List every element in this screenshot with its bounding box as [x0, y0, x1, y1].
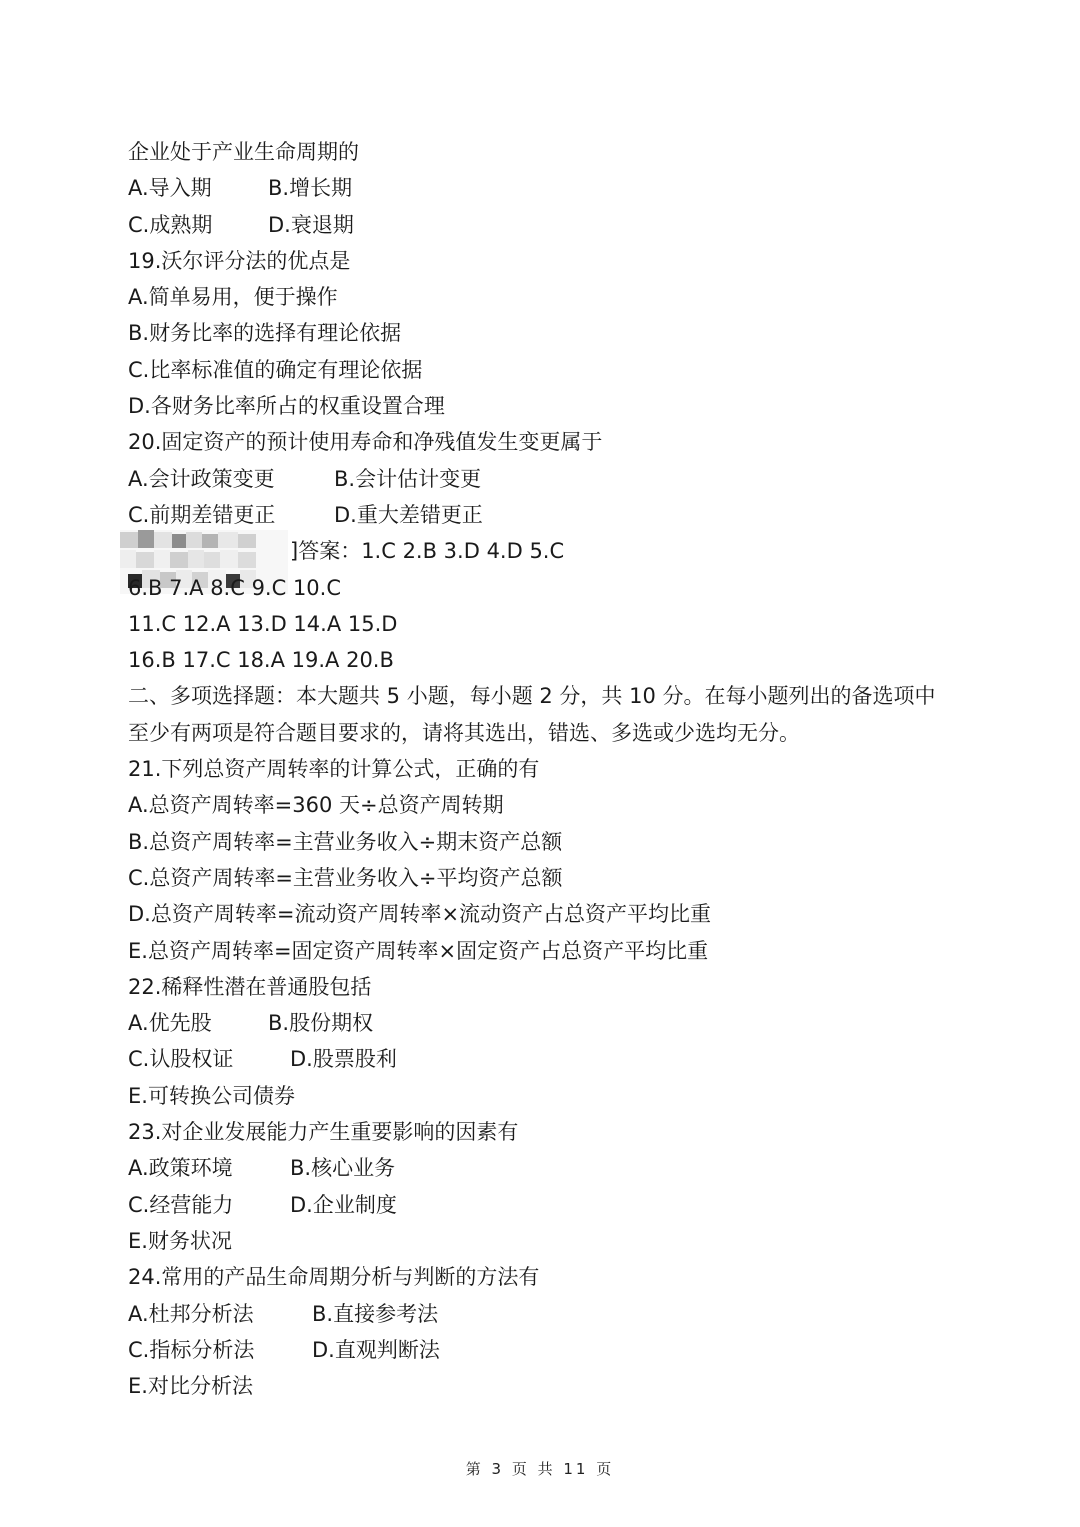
- answer-key-text: ]答案：1.C 2.B 3.D 4.D 5.C: [290, 539, 565, 564]
- option-text: C.前期差错更正: [128, 502, 276, 527]
- option-text: C.指标分析法: [128, 1337, 255, 1362]
- option-row: [128, 1150, 988, 1186]
- text-line: C.比率标准值的确定有理论依据: [128, 357, 423, 382]
- text-line: 6.B 7.A 8.C 9.C 10.C: [128, 575, 342, 600]
- option-row: [128, 1296, 988, 1332]
- text-line: 企业处于产业生命周期的: [128, 140, 359, 164]
- text-line: 21.下列总资产周转率的计算公式，正确的有: [128, 757, 540, 782]
- option-text: B.股份期权: [268, 1011, 374, 1036]
- text-line: B.财务比率的选择有理论依据: [128, 321, 402, 346]
- answer-line: [128, 533, 988, 569]
- text-line: A.简单易用，便于操作: [128, 285, 338, 310]
- text-line: B.总资产周转率=主营业务收入÷期末资产总额: [128, 829, 563, 854]
- text-line: 11.C 12.A 13.D 14.A 15.D: [128, 611, 398, 636]
- option-row: [128, 461, 988, 497]
- text-line: D.总资产周转率=流动资产周转率×流动资产占总资产平均比重: [128, 902, 712, 927]
- option-row: [128, 1041, 988, 1077]
- option-text: C.成熟期: [128, 212, 213, 237]
- text-line: E.财务状况: [128, 1228, 232, 1253]
- text-line: 19.沃尔评分法的优点是: [128, 248, 351, 273]
- text-line: E.可转换公司债券: [128, 1083, 295, 1108]
- option-text: A.优先股: [128, 1011, 212, 1036]
- option-row: [128, 170, 988, 206]
- option-text: B.直接参考法: [312, 1301, 439, 1326]
- option-text: C.经营能力: [128, 1192, 234, 1217]
- option-row: [128, 1332, 988, 1368]
- text-line: 20.固定资产的预计使用寿命和净残值发生变更属于: [128, 430, 603, 455]
- option-text: D.企业制度: [290, 1192, 397, 1217]
- text-line: C.总资产周转率=主营业务收入÷平均资产总额: [128, 865, 563, 890]
- option-text: B.增长期: [268, 176, 353, 201]
- text-line: E.对比分析法: [128, 1374, 253, 1399]
- text-line: 22.稀释性潜在普通股包括: [128, 974, 372, 999]
- option-text: B.会计估计变更: [334, 466, 482, 491]
- text-line: 至少有两项是符合题目要求的，请将其选出，错选、多选或少选均无分。: [128, 720, 800, 745]
- option-text: A.导入期: [128, 176, 212, 201]
- option-row: [128, 1187, 988, 1223]
- option-text: D.重大差错更正: [334, 502, 483, 527]
- text-line: E.总资产周转率=固定资产周转率×固定资产占总资产平均比重: [128, 938, 709, 963]
- option-text: C.认股权证: [128, 1047, 234, 1072]
- option-text: D.直观判断法: [312, 1337, 440, 1362]
- option-row: [128, 1005, 988, 1041]
- option-text: D.股票股利: [290, 1047, 397, 1072]
- text-line: 24.常用的产品生命周期分析与判断的方法有: [128, 1265, 540, 1290]
- option-text: A.政策环境: [128, 1156, 233, 1181]
- document-body: [128, 134, 988, 1404]
- text-line: D.各财务比率所占的权重设置合理: [128, 394, 445, 419]
- option-text: A.杜邦分析法: [128, 1301, 254, 1326]
- page-footer: 第 3 页 共 11 页: [465, 1460, 615, 1478]
- option-row: [128, 207, 988, 243]
- text-line: 16.B 17.C 18.A 19.A 20.B: [128, 648, 394, 673]
- text-line: 二、多项选择题：本大题共 5 小题，每小题 2 分，共 10 分。在每小题列出的备选项中: [128, 684, 936, 709]
- text-line: A.总资产周转率=360 天÷总资产周转期: [128, 793, 504, 818]
- option-row: [128, 497, 988, 533]
- text-line: 23.对企业发展能力产生重要影响的因素有: [128, 1120, 519, 1145]
- option-text: A.会计政策变更: [128, 466, 275, 491]
- option-text: D.衰退期: [268, 212, 354, 237]
- option-text: B.核心业务: [290, 1156, 396, 1181]
